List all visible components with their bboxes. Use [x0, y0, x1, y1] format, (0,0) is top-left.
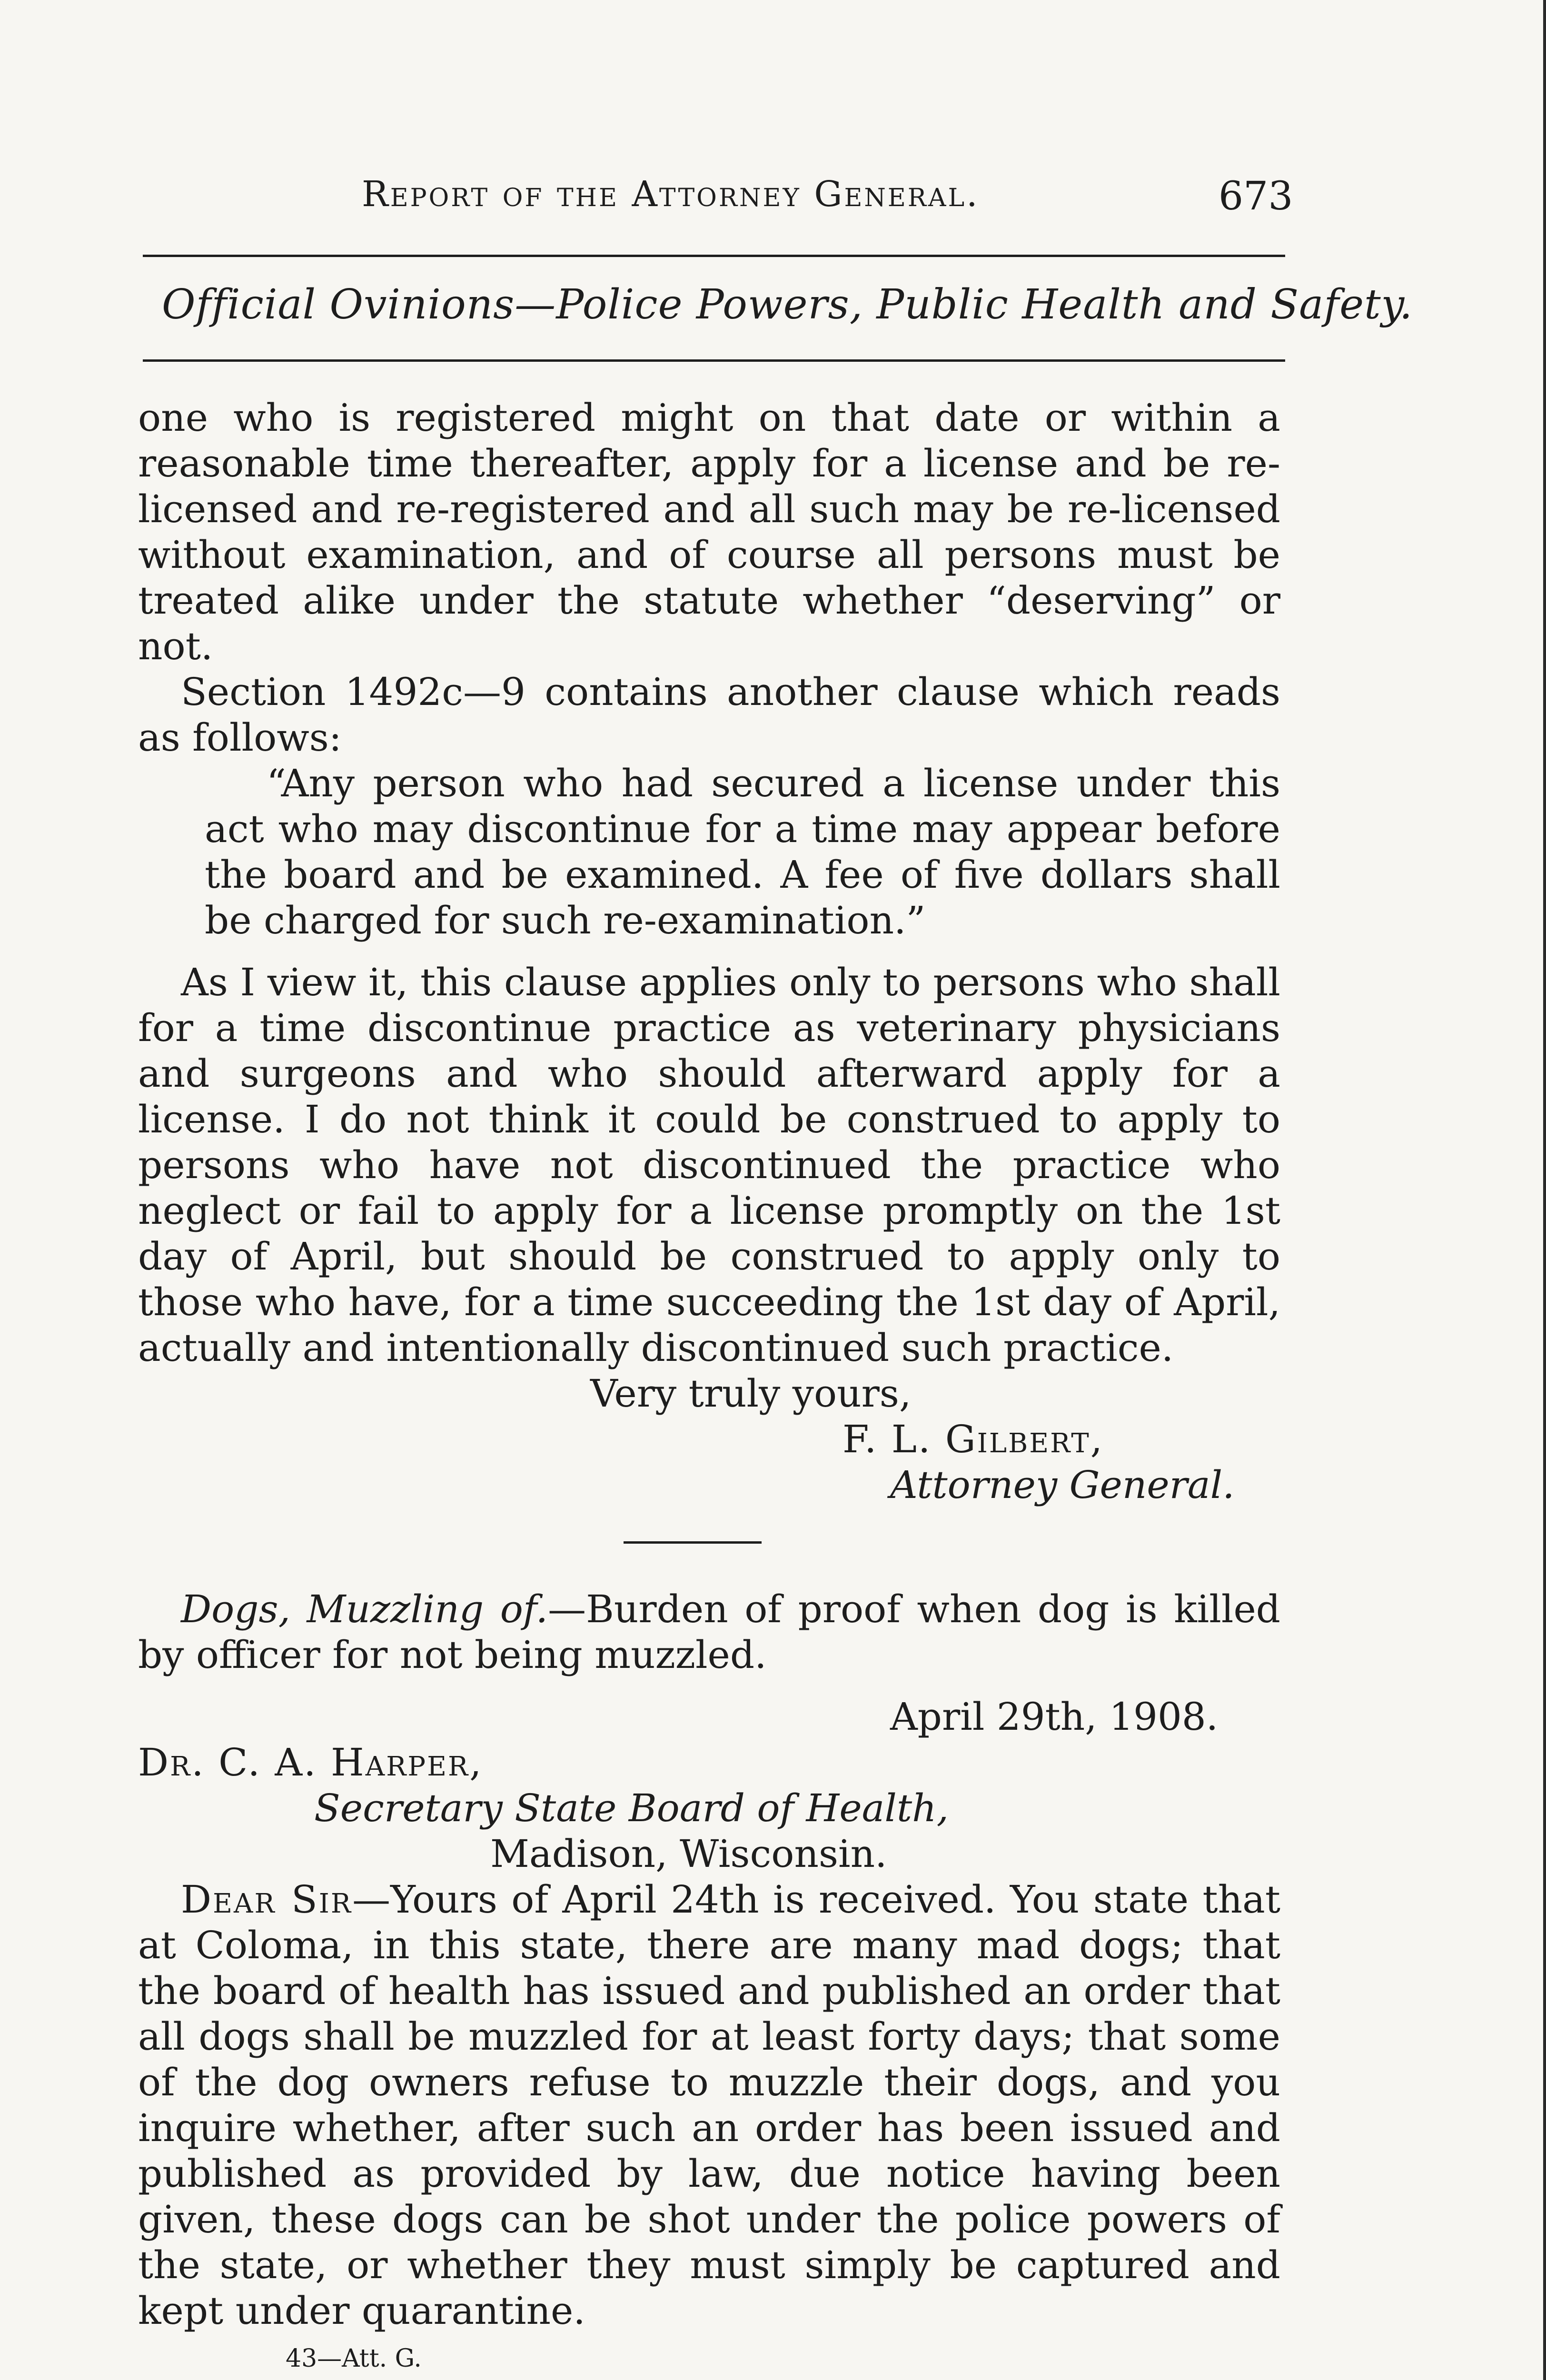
opinion-1-paragraph-3: As I view it, this clause applies only to persons who shall for a time discontinue practice as veterinary physicians and surgeons and who should afterward apply for a license. I do not think it could be construed to apply to persons who have not discontinued the practice who neglect or fail to apply for a license promptly on the 1st day of April, but should be construed to apply only to those who have, for a time succeeding the 1st day of April, actually and intentionally discontinued such practice.: [138, 960, 1280, 1370]
opinion-2-paragraph-1: [138, 1877, 1280, 2334]
signature-title: Attorney General.: [890, 1463, 1235, 1507]
signature-mark: 43—Att. G.: [286, 2344, 422, 2373]
header-rule-top: [143, 255, 1285, 257]
salutation: Dear Sir: [181, 1877, 353, 1922]
addressee-city: Madison, Wisconsin.: [490, 1832, 887, 1876]
page-body: [138, 395, 1280, 2380]
headnote-topic: Dogs, Muzzling of.: [181, 1587, 548, 1631]
opinion-divider: [624, 1541, 762, 1544]
page-number: 673: [1219, 174, 1293, 219]
opinion-1-paragraph-2: Section 1492c—9 contains another clause which reads as follows:: [138, 670, 1280, 760]
headnote-text: —Burden of proof when dog is killed by officer for not being muzzled.: [138, 1587, 1280, 1677]
running-header: [0, 164, 1546, 221]
addressee-title: Secretary State Board of Health,: [314, 1786, 949, 1830]
running-title: Report of the Attorney General.: [362, 174, 980, 215]
opinion-2-paragraph-1-text: —Yours of April 24th is received. You state that at Coloma, in this state, there are many mad dogs; that the board of health has issued and published an order that all dogs shall be muzzled for at least forty days; that some of the dog owners refuse to muzzle their dogs, and you inquire whether, after such an order has been issued and published as provided by law, due notice having been given, these dogs can be shot under the police powers of the state, or whether they must simply be captured and kept under quarantine.: [138, 1877, 1280, 2333]
letter-date: April 29th, 1908.: [890, 1695, 1219, 1739]
header-rule-bottom: [143, 359, 1285, 362]
signature-name: F. L. Gilbert,: [842, 1417, 1104, 1461]
section-title: Official Ovinions—Police Powers, Public Health and Safety.: [162, 281, 1413, 328]
addressee-name: Dr. C. A. Harper,: [138, 1740, 483, 1785]
page-edge-shadow: [1543, 0, 1546, 2380]
opinion-1-paragraph-1: one who is registered might on that date or within a reasonable time thereafter, apply for a license and be re-licensed and re-registered and all such may be re-licensed without examination, and of course all persons must be treated alike under the statute whether “deserving” or not.: [138, 396, 1280, 668]
opinion-2-headnote: [138, 1587, 1280, 1678]
statute-quotation: “Any person who had secured a license under this act who may discontinue for a time may appear before the board and be examined. A fee of five dollars shall be charged for such re-examination.”: [205, 761, 1280, 942]
closing-line: Very truly yours,: [590, 1371, 912, 1416]
